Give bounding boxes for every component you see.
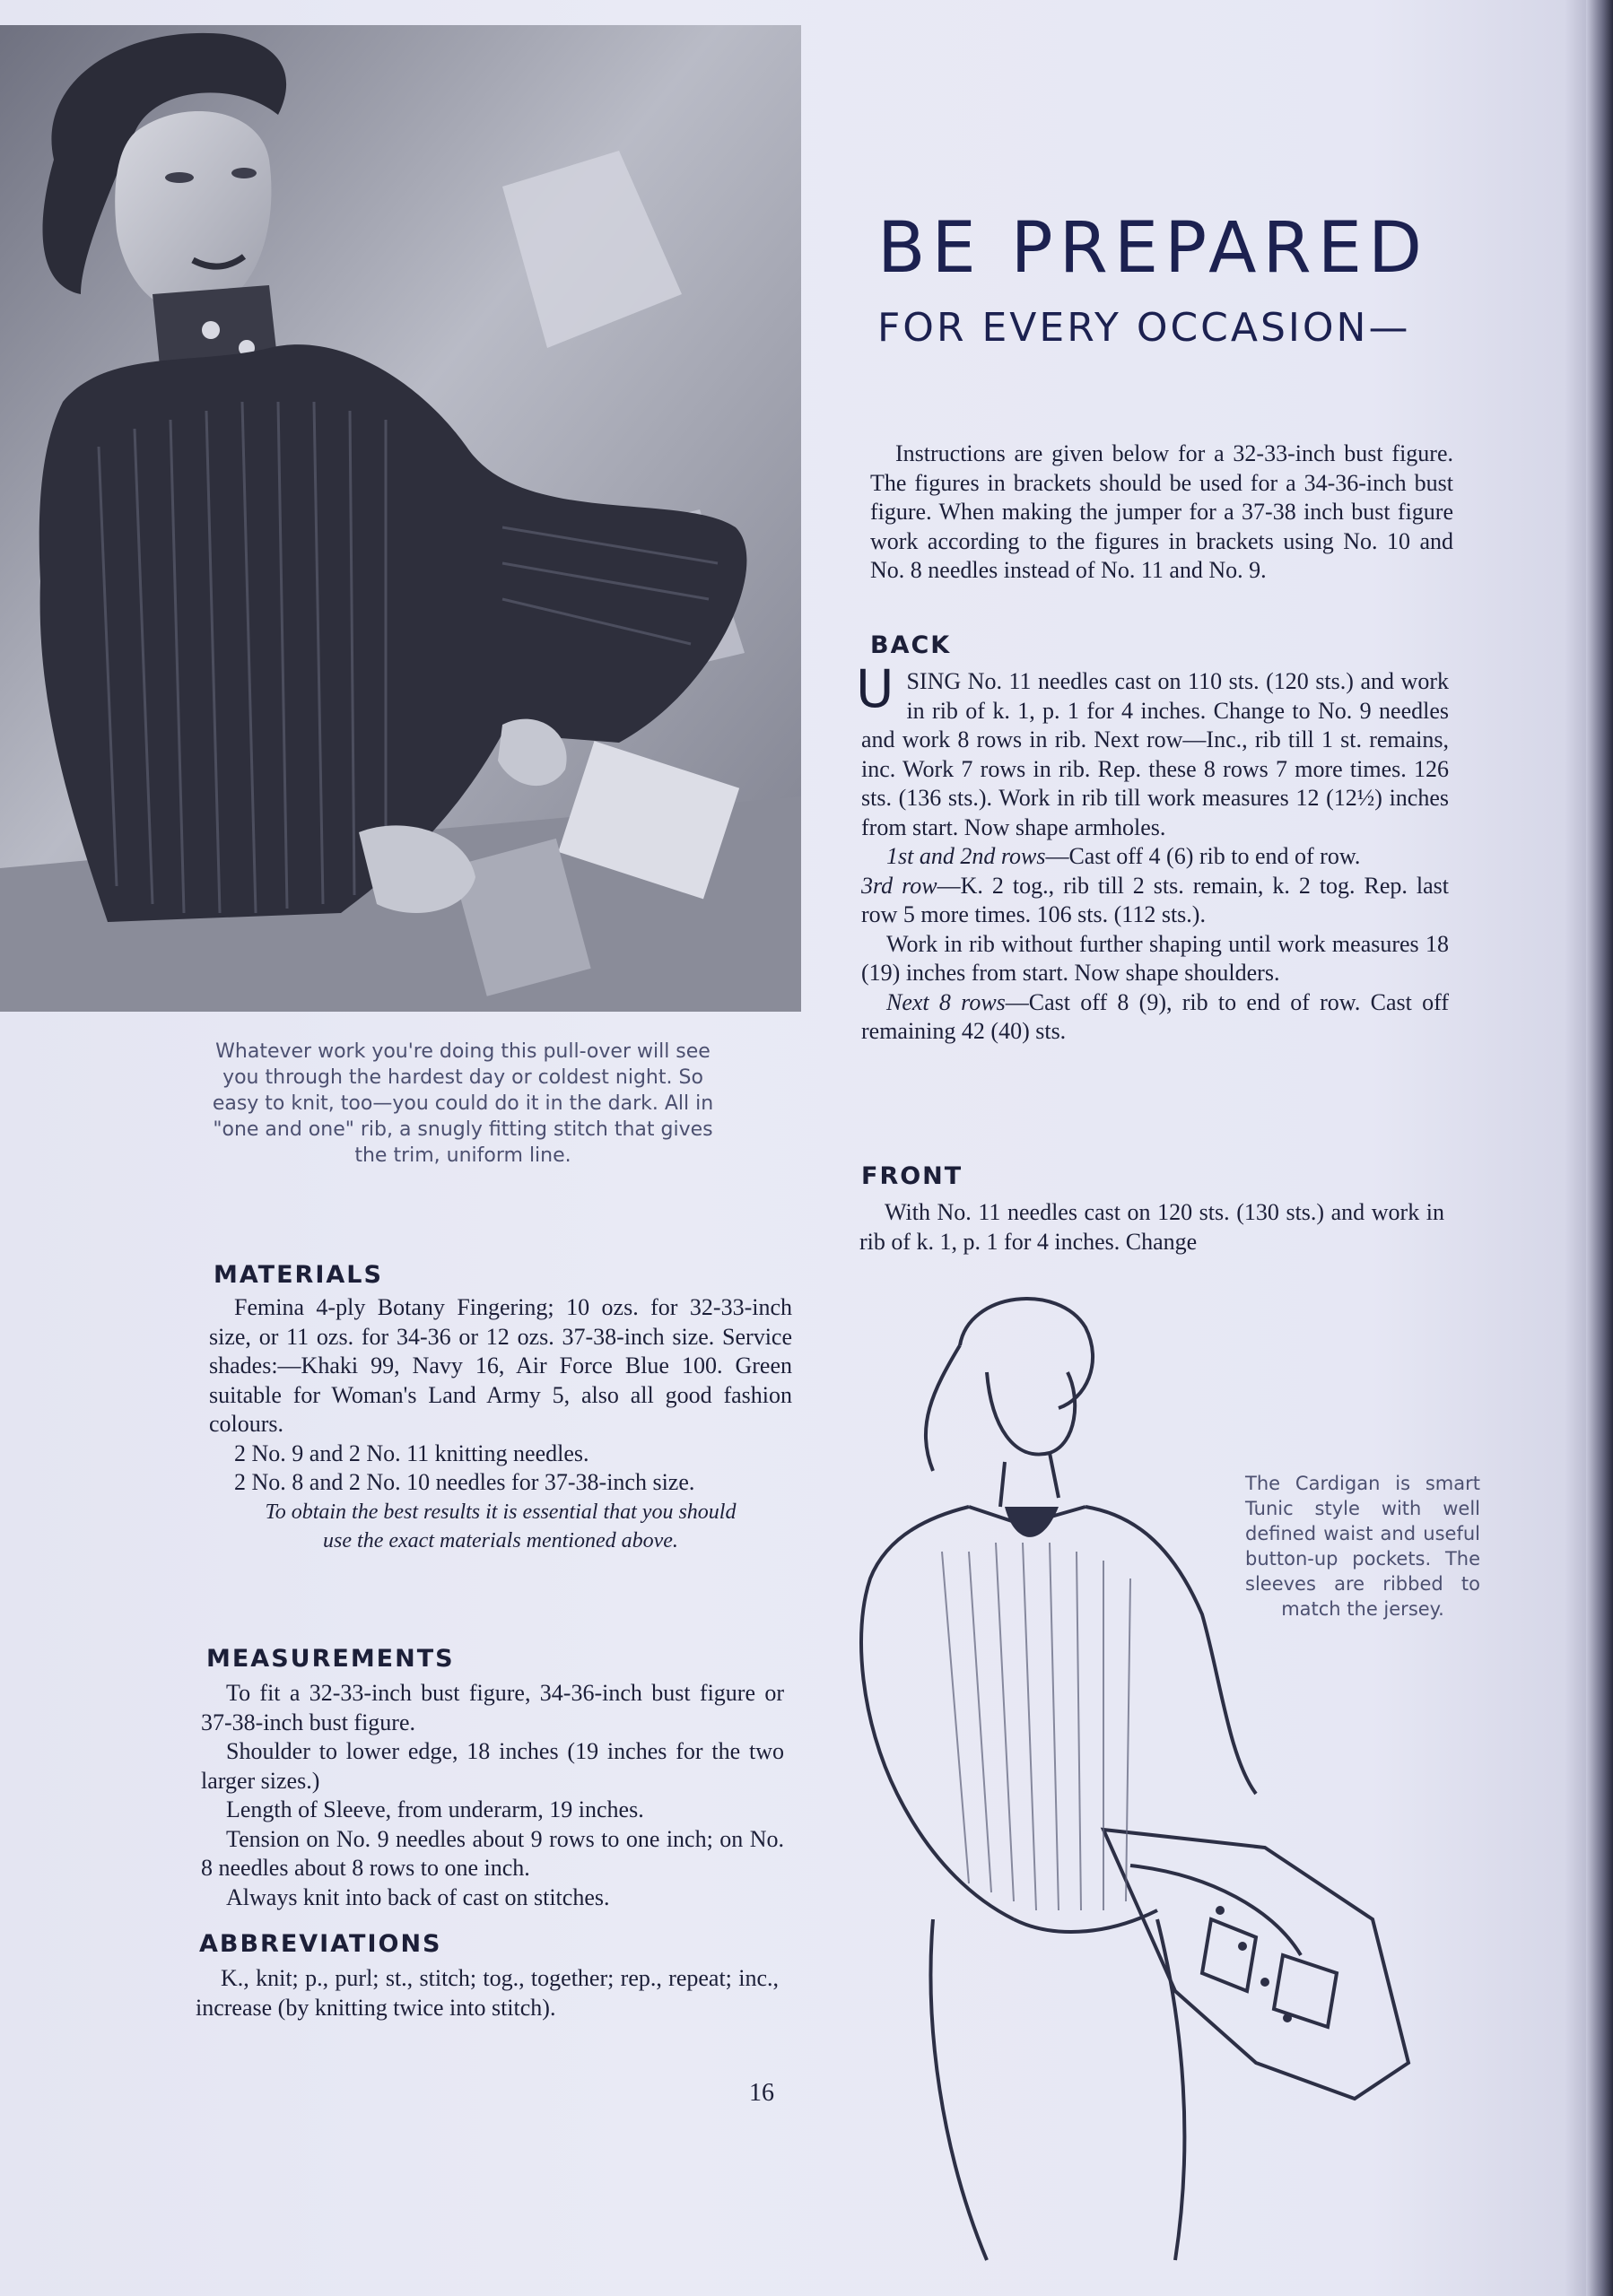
cardigan-illustration xyxy=(834,1292,1480,2278)
page-edge xyxy=(1586,0,1613,2296)
needles-line-2: 2 No. 8 and 2 No. 10 needles for 37-38-inch size. xyxy=(234,1469,695,1495)
back-cast-off: Next 8 rows—Cast off 8 (9), rib to end of row. Cast off remaining 42 (40) sts. xyxy=(861,988,1449,1044)
materials-section xyxy=(209,1293,792,1556)
page-title: BE PREPARED xyxy=(877,208,1429,289)
materials-paragraph: Femina 4-ply Botany Fingering; 10 ozs. for 32-33-inch size, or 11 ozs. for 34-36 or 12 ozs. 37-38-inch size. Service shades:—Khaki 99, Navy 16, Air Force Blue 100. Green suitable for Woman's Land Army 5, also all good fashion colours. xyxy=(209,1294,792,1437)
front-instructions: With No. 11 needles cast on 120 sts. (130 sts.) and work in rib of k. 1, p. 1 for 4 inches. Change xyxy=(859,1199,1444,1255)
drop-cap: U xyxy=(856,658,894,719)
measurements-sleeve: Length of Sleeve, from underarm, 19 inches. xyxy=(226,1796,644,1822)
intro-paragraph: Instructions are given below for a 32-33-inch bust figure. The figures in brackets should be used for a 34-36-inch bust figure. When making the jumper for a 37-38 inch bust figure work according to the figures in brackets using No. 10 and No. 8 needles instead of No. 11 and No. 9. xyxy=(870,440,1453,583)
page-subtitle: FOR EVERY OCCASION— xyxy=(877,305,1411,351)
measurements-shoulder: Shoulder to lower edge, 18 inches (19 inches for the two larger sizes.) xyxy=(201,1738,784,1794)
page-number: 16 xyxy=(749,2079,774,2107)
measurements-cast-on: Always knit into back of cast on stitches. xyxy=(226,1883,610,1910)
measurements-fit: To fit a 32-33-inch bust figure, 34-36-inch bust figure or 37-38-inch bust figure. xyxy=(201,1680,784,1735)
abbreviations-text: K., knit; p., purl; st., stitch; tog., together; rep., repeat; inc., increase (by knitting twice into stitch). xyxy=(196,1965,779,2021)
needles-line-1: 2 No. 9 and 2 No. 11 knitting needles. xyxy=(234,1439,589,1466)
back-row-3: 3rd row—K. 2 tog., rib till 2 sts. remain, k. 2 tog. Rep. last row 5 more times. 106 sts. (112 sts.). xyxy=(861,872,1449,927)
back-shoulders-paragraph: Work in rib without further shaping until work measures 18 (19) inches from start. Now shape shoulders. xyxy=(861,930,1449,986)
measurements-section xyxy=(201,1679,784,1912)
measurements-heading: MEASUREMENTS xyxy=(206,1645,455,1673)
front-heading: FRONT xyxy=(861,1162,963,1190)
measurements-tension: Tension on No. 9 needles about 9 rows to one inch; on No. 8 needles about 8 rows to one inch. xyxy=(201,1825,784,1881)
illustration-caption: The Cardigan is smart Tunic style with well defined waist and useful button-up pockets. The sleeves are ribbed to match the jersey. xyxy=(1245,1473,1480,1620)
woman-in-pullover-photo xyxy=(0,25,801,1012)
back-heading: BACK xyxy=(870,631,952,659)
abbreviations-heading: ABBREVIATIONS xyxy=(199,1930,442,1958)
materials-heading: MATERIALS xyxy=(214,1261,383,1289)
photo-caption: Whatever work you're doing this pull-over will see you through the hardest day or coldest night. So easy to knit, too—you could do it in the dark. All in "one and one" rib, a snugly fitting stitch that gives the trim, uniform line. xyxy=(212,1040,714,1167)
materials-note: To obtain the best results it is essential that you should use the exact materials mentioned above. xyxy=(265,1500,737,1552)
back-first-paragraph: USING No. 11 needles cast on 110 sts. (120 sts.) and work in rib of k. 1, p. 1 for 4 inches. Change to No. 9 needles and work 8 rows in rib. Next row—Inc., rib till 1 st. remains, inc. Work 7 rows in rib. Rep. these 8 rows 7 more times. 126 sts. (136 sts.). Work in rib till work measures 12 (12½) inches from start. Now shape armholes. xyxy=(856,658,1449,840)
back-rows-1-2: 1st and 2nd rows—Cast off 4 (6) rib to end of row. xyxy=(886,843,1361,869)
back-instructions xyxy=(856,658,1449,1047)
